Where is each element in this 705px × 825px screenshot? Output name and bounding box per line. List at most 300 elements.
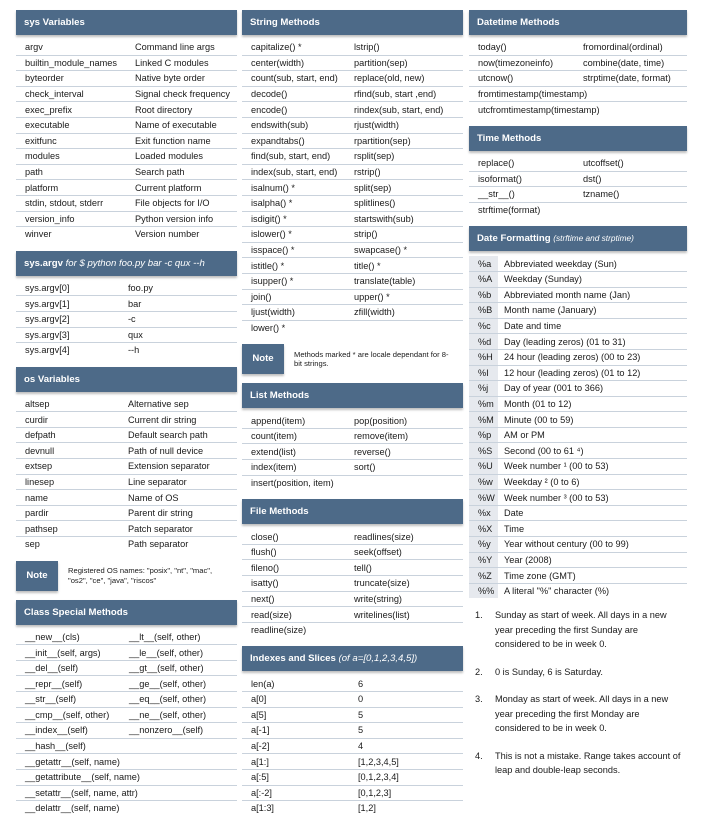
table-row [16, 281, 237, 296]
row-key: istitle() * [242, 258, 345, 274]
class-methods-section [16, 600, 237, 816]
footnotes [475, 608, 687, 778]
sys-variables-table [16, 40, 237, 242]
table-row [242, 692, 463, 708]
row-value: rjust(width) [345, 117, 463, 133]
row-value: __le__(self, other) [120, 645, 237, 661]
row-key: devnull [16, 443, 119, 459]
row-value: Version number [135, 229, 200, 240]
row-value: foo.py [119, 281, 237, 296]
row-value: Week number ¹ (00 to 53) [498, 459, 687, 475]
row-key: pardir [16, 505, 119, 521]
footnote-number: 2. [475, 666, 483, 677]
table-row [16, 227, 237, 242]
row-value: Loaded modules [126, 149, 237, 165]
row-value: 5 [349, 723, 463, 739]
row-value: Path separator [128, 539, 189, 550]
row-value: dst() [574, 171, 687, 187]
row-key: close() [242, 529, 345, 544]
row-key: %w [469, 474, 498, 490]
section-header: sys Variables [16, 10, 237, 35]
row-key: __getattr__(self, name) [16, 754, 120, 770]
row-key: __repr__(self) [16, 676, 120, 692]
row-value: Alternative sep [119, 397, 237, 412]
table-row [16, 490, 237, 506]
table-row [242, 149, 463, 165]
table-row [242, 769, 463, 785]
row-value: remove(item) [345, 428, 463, 444]
row-value: __ge__(self, other) [120, 676, 237, 692]
row-key: %a [469, 256, 498, 271]
table-row [242, 305, 463, 321]
row-value: title() * [345, 258, 463, 274]
row-key: isspace() * [242, 242, 345, 258]
section-header: Class Special Methods [16, 600, 237, 625]
row-value: Date [498, 505, 687, 521]
footnote-item [475, 608, 687, 652]
table-row [242, 242, 463, 258]
table-row [16, 537, 237, 552]
row-value: Time zone (GMT) [498, 568, 687, 584]
table-row [469, 459, 687, 475]
row-value [345, 622, 463, 637]
table-row [16, 149, 237, 165]
table-row [242, 117, 463, 133]
row-value: Weekday ² (0 to 6) [498, 474, 687, 490]
row-value: writelines(list) [345, 607, 463, 623]
table-row [16, 397, 237, 412]
row-value: utcoffset() [574, 156, 687, 171]
row-value: Month name (January) [498, 303, 687, 319]
table-row [469, 256, 687, 271]
table-row [242, 273, 463, 289]
row-value: bar [119, 296, 237, 312]
row-value: Native byte order [126, 71, 237, 87]
row-value: __gt__(self, other) [120, 660, 237, 676]
row-value: __nonzero__(self) [120, 723, 237, 739]
table-row [16, 443, 237, 459]
date-formatting-table [469, 256, 687, 598]
row-key: capitalize() * [242, 40, 345, 55]
row-key: %x [469, 505, 498, 521]
row-key: __getattribute__(self, name) [16, 769, 120, 785]
footnote-text: Sunday as start of week. All days in a new year preceding the first Sunday are considered to be in week 0. [495, 610, 667, 650]
row-value: 12 hour (leading zeros) (01 to 12) [498, 365, 687, 381]
table-row [16, 738, 237, 754]
row-value: Exit function name [126, 133, 237, 149]
row-key: __del__(self) [16, 660, 120, 676]
header-subtitle: (strftime and strptime) [553, 233, 634, 244]
section-header [242, 646, 463, 671]
row-value: [0,1,2,3,4] [349, 769, 463, 785]
row-value: 6 [349, 676, 463, 691]
row-key: a[-1] [242, 723, 349, 739]
table-row [242, 529, 463, 544]
row-value: --h [128, 345, 140, 356]
table-row [469, 271, 687, 287]
row-key: islower() * [242, 227, 345, 243]
table-row [469, 490, 687, 506]
row-key: argv [16, 40, 126, 55]
table-row [16, 133, 237, 149]
row-key: expandtabs() [242, 133, 345, 149]
row-key: defpath [16, 427, 119, 443]
row-value: seek(offset) [345, 544, 463, 560]
table-row [242, 211, 463, 227]
row-value [345, 320, 463, 335]
sys-argv-section [16, 251, 237, 358]
row-value: Path of null device [119, 443, 237, 459]
row-value: write(string) [345, 591, 463, 607]
row-value: replace(old, new) [345, 71, 463, 87]
row-key: fromtimestamp(timestamp) [469, 86, 574, 102]
row-key: isdigit() * [242, 211, 345, 227]
row-value: Patch separator [119, 521, 237, 537]
row-key: %c [469, 318, 498, 334]
row-key: sys.argv[0] [16, 281, 119, 296]
row-value: Second (00 to 61 ⁴) [498, 443, 687, 459]
row-value: __lt__(self, other) [120, 630, 237, 645]
note-text: Methods marked * are locale dependant for 8-bit strings. [294, 349, 449, 369]
row-value: Name of OS [119, 490, 237, 506]
section-header: String Methods [242, 10, 463, 35]
table-row [469, 365, 687, 381]
table-row [242, 195, 463, 211]
row-key: a[5] [242, 707, 349, 723]
row-key: %m [469, 396, 498, 412]
row-value: combine(date, time) [574, 55, 687, 71]
row-value: 5 [349, 707, 463, 723]
table-row [242, 754, 463, 770]
date-formatting-section [469, 226, 687, 598]
file-methods-section [242, 499, 463, 637]
list-methods-table [242, 413, 463, 490]
row-key: %B [469, 303, 498, 319]
row-value: rindex(sub, start, end) [345, 102, 463, 118]
row-key: version_info [16, 211, 126, 227]
row-key: flush() [242, 544, 345, 560]
table-row [469, 427, 687, 443]
row-value: rsplit(sep) [345, 149, 463, 165]
row-value: startswith(sub) [345, 211, 463, 227]
row-value: Current platform [126, 180, 237, 196]
table-row [16, 117, 237, 133]
row-key: exec_prefix [16, 102, 126, 118]
row-key: sys.argv[2] [16, 311, 119, 327]
row-key: sep [25, 539, 40, 550]
table-row [469, 443, 687, 459]
table-row [242, 164, 463, 180]
table-row [469, 40, 687, 55]
table-row [16, 164, 237, 180]
table-row [242, 86, 463, 102]
row-value: File objects for I/O [126, 195, 237, 211]
row-key: read(size) [242, 607, 345, 623]
row-key: extend(list) [242, 444, 345, 460]
row-key: replace() [469, 156, 574, 171]
row-value: Month (01 to 12) [498, 396, 687, 412]
table-row [469, 412, 687, 428]
table-row [242, 102, 463, 118]
row-value: Year (2008) [498, 552, 687, 568]
table-row [242, 227, 463, 243]
row-key: find(sub, start, end) [242, 149, 345, 165]
datetime-methods-section [469, 10, 687, 117]
row-key: %b [469, 287, 498, 303]
time-methods-table [469, 156, 687, 217]
row-key: %Z [469, 568, 498, 584]
table-row [16, 211, 237, 227]
row-value: Time [498, 521, 687, 537]
row-value: Python version info [126, 211, 237, 227]
footnote-number: 4. [475, 750, 483, 761]
row-key: count(item) [242, 428, 345, 444]
row-key: isatty() [242, 576, 345, 592]
row-key: utcnow() [469, 71, 574, 87]
row-key: sys.argv[4] [25, 345, 70, 356]
table-row [469, 334, 687, 350]
table-row [242, 180, 463, 196]
row-value [574, 202, 687, 217]
row-key: encode() [242, 102, 345, 118]
table-row [16, 71, 237, 87]
table-row [242, 707, 463, 723]
row-value: zfill(width) [345, 305, 463, 321]
row-key: pathsep [16, 521, 119, 537]
row-key: altsep [16, 397, 119, 412]
row-value: AM or PM [498, 427, 687, 443]
row-value [120, 801, 237, 816]
row-value: [0,1,2,3] [349, 785, 463, 801]
table-row [16, 676, 237, 692]
row-key: isalpha() * [242, 195, 345, 211]
row-value: rfind(sub, start ,end) [345, 86, 463, 102]
row-key: linesep [16, 474, 119, 490]
row-key: stdin, stdout, stderr [16, 195, 126, 211]
row-value: A literal "%" character (%) [504, 586, 610, 597]
table-row [16, 723, 237, 739]
row-key: __init__(self, args) [16, 645, 120, 661]
section-header: List Methods [242, 383, 463, 408]
table-row [16, 785, 237, 801]
row-key: append(item) [242, 413, 345, 428]
section-header: Time Methods [469, 126, 687, 151]
table-row [242, 320, 463, 335]
table-row [469, 381, 687, 397]
table-row [469, 318, 687, 334]
row-value: Default search path [119, 427, 237, 443]
row-key: fileno() [242, 560, 345, 576]
row-key: a[:5] [242, 769, 349, 785]
table-row [16, 769, 237, 785]
table-row [469, 521, 687, 537]
row-key: %Y [469, 552, 498, 568]
table-row [469, 287, 687, 303]
table-row [16, 801, 237, 816]
row-key: readline(size) [251, 625, 307, 636]
string-note [242, 344, 463, 374]
list-methods-section [242, 383, 463, 490]
footnote-text: 0 is Sunday, 6 is Saturday. [495, 666, 603, 677]
row-value: Date and time [498, 318, 687, 334]
table-row [242, 133, 463, 149]
table-row [469, 537, 687, 553]
row-value: Day of year (001 to 366) [498, 381, 687, 397]
indexes-table [242, 676, 463, 815]
row-key: %I [469, 365, 498, 381]
row-key: platform [16, 180, 126, 196]
section-header [469, 226, 687, 251]
string-methods-table [242, 40, 463, 335]
table-row [242, 444, 463, 460]
row-value [120, 738, 237, 754]
row-value: 0 [349, 692, 463, 708]
footnote-item [475, 749, 687, 778]
table-row [469, 568, 687, 584]
header-subtitle: for $ python foo.py bar -c qux --h [65, 257, 205, 269]
table-row [242, 55, 463, 71]
sys-variables-section [16, 10, 237, 242]
row-value: lstrip() [345, 40, 463, 55]
os-variables-table [16, 397, 237, 552]
row-value: upper() * [345, 289, 463, 305]
indexes-section [242, 646, 463, 815]
table-row [16, 660, 237, 676]
table-row [469, 396, 687, 412]
row-key: __str__(self) [16, 692, 120, 708]
row-key: %p [469, 427, 498, 443]
row-key: endswith(sub) [242, 117, 345, 133]
table-row [16, 412, 237, 428]
row-value: readlines(size) [345, 529, 463, 544]
row-key: %H [469, 349, 498, 365]
row-key: decode() [242, 86, 345, 102]
section-header: os Variables [16, 367, 237, 392]
row-key: __str__() [469, 187, 574, 203]
table-row [469, 86, 687, 102]
column-middle [242, 10, 463, 825]
table-row [242, 460, 463, 476]
row-key: count(sub, start, end) [242, 71, 345, 87]
time-methods-section [469, 126, 687, 217]
row-key: __hash__(self) [16, 738, 120, 754]
row-value: __eq__(self, other) [120, 692, 237, 708]
row-value: -c [119, 311, 237, 327]
row-value: __ne__(self, other) [120, 707, 237, 723]
row-key: builtin_module_names [16, 55, 126, 71]
header-title: Date Formatting [477, 233, 551, 245]
column-left [16, 10, 237, 825]
row-value: rpartition(sep) [345, 133, 463, 149]
row-key: %S [469, 443, 498, 459]
table-row [16, 459, 237, 475]
table-row [469, 55, 687, 71]
row-key: lower() * [251, 322, 286, 333]
table-row [242, 413, 463, 428]
table-row [469, 474, 687, 490]
row-key: modules [16, 149, 126, 165]
row-value: rstrip() [345, 164, 463, 180]
row-key: executable [16, 117, 126, 133]
row-key: today() [469, 40, 574, 55]
table-row [242, 475, 463, 490]
row-key: name [16, 490, 119, 506]
table-row [16, 180, 237, 196]
row-value: Week number ³ (00 to 53) [498, 490, 687, 506]
row-key: %X [469, 521, 498, 537]
row-key: isupper() * [242, 273, 345, 289]
table-row [16, 474, 237, 490]
table-row [242, 738, 463, 754]
table-row [469, 202, 687, 217]
footnote-text: Monday as start of week. All days in a new year preceding the first Monday are considered to be in week 0. [495, 694, 669, 734]
row-key: strftime(format) [478, 205, 541, 216]
row-value: Current dir string [119, 412, 237, 428]
row-value: strptime(date, format) [574, 71, 687, 87]
row-value: Name of executable [126, 117, 237, 133]
row-key: %j [469, 381, 498, 397]
row-key: utcfromtimestamp(timestamp) [478, 104, 600, 115]
row-key: center(width) [242, 55, 345, 71]
row-key: %U [469, 459, 498, 475]
table-row [242, 258, 463, 274]
row-key: %M [469, 412, 498, 428]
table-row [16, 427, 237, 443]
row-key: a[1:3] [251, 803, 274, 814]
row-key: %W [469, 490, 498, 506]
row-key: byteorder [16, 71, 126, 87]
row-value: Minute (00 to 59) [498, 412, 687, 428]
row-value: Abbreviated weekday (Sun) [498, 256, 687, 271]
table-row [469, 187, 687, 203]
string-methods-section [242, 10, 463, 335]
row-value: [1,2,3,4,5] [349, 754, 463, 770]
footnote-number: 3. [475, 694, 483, 705]
table-row [242, 40, 463, 55]
row-key: ljust(width) [242, 305, 345, 321]
table-row [16, 327, 237, 343]
row-value: fromordinal(ordinal) [574, 40, 687, 55]
table-row [469, 303, 687, 319]
footnote-text: This is not a mistake. Range takes account of leap and double-leap seconds. [495, 750, 681, 776]
row-key: __new__(cls) [16, 630, 120, 645]
row-value: pop(position) [345, 413, 463, 428]
row-value: Year without century (00 to 99) [498, 537, 687, 553]
footnote-item [475, 665, 687, 680]
table-row [16, 630, 237, 645]
row-key: %d [469, 334, 498, 350]
row-value: translate(table) [345, 273, 463, 289]
table-row [469, 349, 687, 365]
row-value: [1,2] [358, 803, 376, 814]
row-value: split(sep) [345, 180, 463, 196]
row-key: curdir [16, 412, 119, 428]
row-value: tzname() [574, 187, 687, 203]
datetime-methods-table [469, 40, 687, 117]
table-row [242, 591, 463, 607]
row-value: truncate(size) [345, 576, 463, 592]
row-key: join() [242, 289, 345, 305]
table-row [242, 576, 463, 592]
row-value: qux [119, 327, 237, 343]
row-key: __delattr__(self, name) [25, 803, 120, 814]
row-key: %A [469, 271, 498, 287]
section-header: File Methods [242, 499, 463, 524]
row-value: Extension separator [119, 459, 237, 475]
note-tag: Note [242, 344, 284, 374]
row-value: Parent dir string [119, 505, 237, 521]
table-row [469, 505, 687, 521]
